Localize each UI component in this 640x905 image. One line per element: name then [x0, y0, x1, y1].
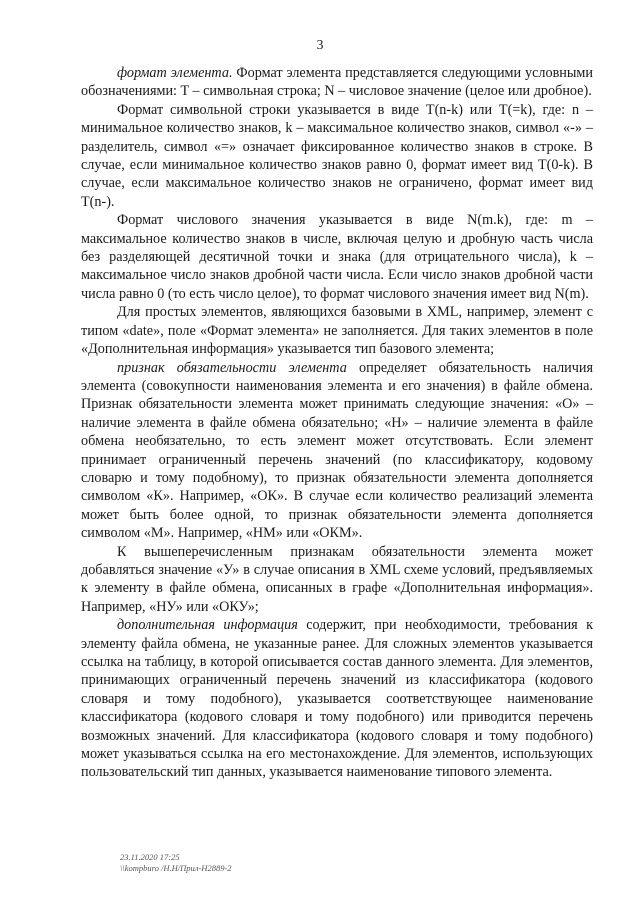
file-stamp-path: \\kompburo /Н.Н/Прил-Н2889-2	[120, 863, 232, 873]
paragraph-text: Формат символьной строки указывается в виде T(n-k) или T(=k), где: n – минимальное количество знаков, k – максимальное количество знаков, символ «-» – разделитель, символ «=» означает фиксированное количество знаков в строке. В случае, если минимальное количество знаков равно 0, формат имеет вид T(0-k). В случае, если максимальное количество знаков не ограничено, формат имеет вид T(n-).	[81, 101, 593, 210]
paragraph	[81, 616, 593, 782]
paragraph-text: содержит, при необходимости, требования к элементу файла обмена, не указанные ранее. Для сложных элементов указывается ссылка на таблицу, в которой описывается состав данного элемента. Для элементов, принимающих ограниченный перечень значений из классификатора (кодового словаря и тому подобного), указывается соответствующее наименование классификатора (кодового словаря и тому подобного) или приводится перечень возможных значений. Для классификатора (кодового словаря и тому подобного) может указываться ссылка на его местонахождение. Для элементов, использующих пользовательский тип данных, указывается наименование типового элемента.	[81, 617, 593, 781]
document-body	[81, 64, 593, 782]
paragraph	[81, 359, 593, 543]
term-lead: формат элемента.	[117, 65, 233, 81]
paragraph-text: определяет обязательность наличия элемента (совокупности наименования элемента и его значения) в файле обмена. Признак обязательности элемента может принимать следующие значения: «О» – наличие элемента в файле обмена обязательно; «Н» – наличие элемента в файле обмена необязательно, то есть элемент может отсутствовать. Если элемент принимает ограниченный перечень значений (по классификатору, кодовому словарю и тому подобному), то признак обязательности элемента дополняется символом «К». Например, «ОК». В случае если количество реализаций элемента может быть более одной, то признак обязательности элемента дополняется символом «М». Например, «НМ» или «ОКМ».	[81, 359, 593, 542]
term-lead: дополнительная информация	[117, 617, 298, 634]
paragraph-text: Формат элемента представляется следующими условными обозначениями: T – символьная строка; N – числовое значение (целое или дробное).	[81, 65, 593, 100]
term-lead: признак обязательности элемента	[117, 359, 347, 376]
paragraph-text: К вышеперечисленным признакам обязательности элемента может добавляться значение «У» в случае описания в XML схеме условий, предъявляемых к элементу в файле обмена, описанных в графе «Дополнительная информация». Например, «НУ» или «ОКУ»;	[81, 543, 593, 615]
paragraph-text: Для простых элементов, являющихся базовыми в XML, например, элемент с типом «date», поле «Формат элемента» не заполняется. Для таких элементов в поле «Дополнительная информация» указывается тип базового элемента;	[81, 304, 593, 358]
paragraph	[81, 101, 593, 211]
paragraph-text: Формат числового значения указывается в виде N(m.k), где: m – максимальное количество знаков в числе, включая целую и дробную часть числа без разделяющей десятичной точки и знака (для отрицательного числа), k – максимальное число знаков дробной части числа. Если число знаков дробной части числа равно 0 (то есть число целое), то формат числового значения имеет вид N(m).	[81, 212, 593, 302]
page-number: 3	[316, 38, 324, 53]
paragraph	[81, 211, 593, 303]
paragraph	[81, 303, 593, 358]
file-stamp-date: 23.11.2020 17:25	[120, 852, 180, 862]
paragraph	[81, 64, 593, 101]
paragraph	[81, 543, 593, 617]
file-stamp	[120, 852, 232, 874]
